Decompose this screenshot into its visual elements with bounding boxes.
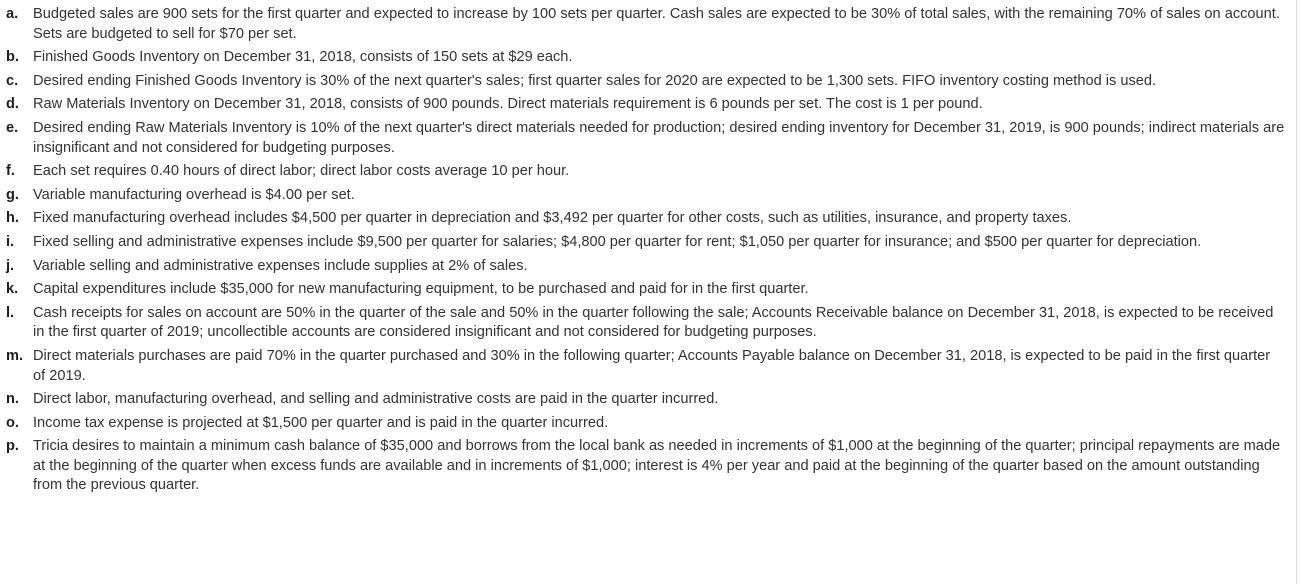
item-text: Variable selling and administrative expenses include supplies at 2% of sales. — [33, 257, 528, 274]
item-letter: e. — [6, 119, 19, 136]
list-item-k — [0, 280, 1296, 300]
list-item-l — [0, 304, 1296, 343]
item-text: Budgeted sales are 900 sets for the first quarter and expected to increase by 100 sets per quarter. Cash sales are expected to be 30% of total sales, with the remaining 70% of sales on account. Sets are budgeted to sell for $70 per set. — [33, 6, 1280, 42]
item-letter: n. — [6, 391, 19, 408]
item-text: Tricia desires to maintain a minimum cash balance of $35,000 and borrows from the local bank as needed in increments of $1,000 at the beginning of the quarter; principal repayments are made at the beginning of the quarter when excess funds are available and in increments of $1,000; interest is 4% per year and paid at the beginning of the quarter based on the amount outstanding from the previous quarter. — [33, 438, 1281, 494]
item-text: Finished Goods Inventory on December 31, 2018, consists of 150 sets at $29 each. — [33, 49, 573, 66]
item-text: Desired ending Finished Goods Inventory is 30% of the next quarter's sales; first quarter sales for 2020 are expected to be 1,300 sets. FIFO inventory costing method is used. — [33, 72, 1157, 89]
item-letter: a. — [6, 6, 19, 22]
item-letter: j. — [6, 257, 15, 274]
item-letter: p. — [6, 438, 19, 455]
list-item-d — [0, 95, 1296, 115]
item-text: Direct labor, manufacturing overhead, and selling and administrative costs are paid in the quarter incurred. — [33, 391, 719, 408]
item-text: Capital expenditures include $35,000 for new manufacturing equipment, to be purchased and paid for in the first quarter. — [33, 281, 809, 298]
item-text: Cash receipts for sales on account are 50% in the quarter of the sale and 50% in the quarter following the sale; Accounts Receivable balance on December 31, 2018, is expected to be received in the first quarter of 2019; uncollectible accounts are considered insignificant and not considered for budgeting purposes. — [33, 304, 1274, 341]
list-item-h — [0, 209, 1296, 229]
item-letter: m. — [6, 347, 24, 364]
item-text: Desired ending Raw Materials Inventory is 10% of the next quarter's direct materials needed for production; desired ending inventory for December 31, 2019, is 900 pounds; indirect materials are insignificant and not considered for budgeting purposes. — [33, 119, 1285, 156]
item-letter: h. — [6, 210, 19, 227]
list-item-n — [0, 390, 1296, 410]
list-item-f — [0, 162, 1296, 182]
item-letter: f. — [6, 163, 15, 180]
list-item-e — [0, 119, 1296, 158]
item-text: Each set requires 0.40 hours of direct labor; direct labor costs average 10 per hour. — [33, 163, 570, 180]
list-item-c — [0, 72, 1296, 92]
item-text: Fixed manufacturing overhead includes $4,500 per quarter in depreciation and $3,492 per quarter for other costs, such as utilities, insurance, and property taxes. — [33, 210, 1072, 227]
item-text: Direct materials purchases are paid 70% in the quarter purchased and 30% in the following quarter; Accounts Payable balance on December 31, 2018, is expected to be paid in the first quarter of 2019. — [33, 347, 1271, 384]
item-text: Raw Materials Inventory on December 31, 2018, consists of 900 pounds. Direct materials requirement is 6 pounds per set. The cost is 1 per pound. — [33, 96, 983, 113]
list-item-m — [0, 347, 1296, 386]
item-letter: d. — [6, 96, 19, 113]
list-item-i — [0, 233, 1296, 253]
list-item-j — [0, 257, 1296, 277]
item-letter: k. — [6, 281, 19, 298]
list-item-b — [0, 48, 1296, 68]
item-letter: o. — [6, 414, 19, 431]
item-letter: l. — [6, 304, 15, 321]
list-item-g — [0, 186, 1296, 206]
item-letter: b. — [6, 49, 19, 66]
list-item-o — [0, 414, 1296, 434]
item-letter: g. — [6, 186, 19, 203]
item-text: Income tax expense is projected at $1,500 per quarter and is paid in the quarter incurred. — [33, 414, 609, 431]
item-text: Variable manufacturing overhead is $4.00 per set. — [33, 186, 355, 203]
item-text: Fixed selling and administrative expenses include $9,500 per quarter for salaries; $4,800 per quarter for rent; $1,050 per quarter for insurance; and $500 per quarter for depreciation. — [33, 233, 1202, 250]
list-item-p — [0, 437, 1296, 496]
item-letter: i. — [6, 233, 15, 250]
assumptions-list — [0, 5, 1296, 496]
item-letter: c. — [6, 72, 19, 89]
list-item-a — [0, 5, 1296, 44]
